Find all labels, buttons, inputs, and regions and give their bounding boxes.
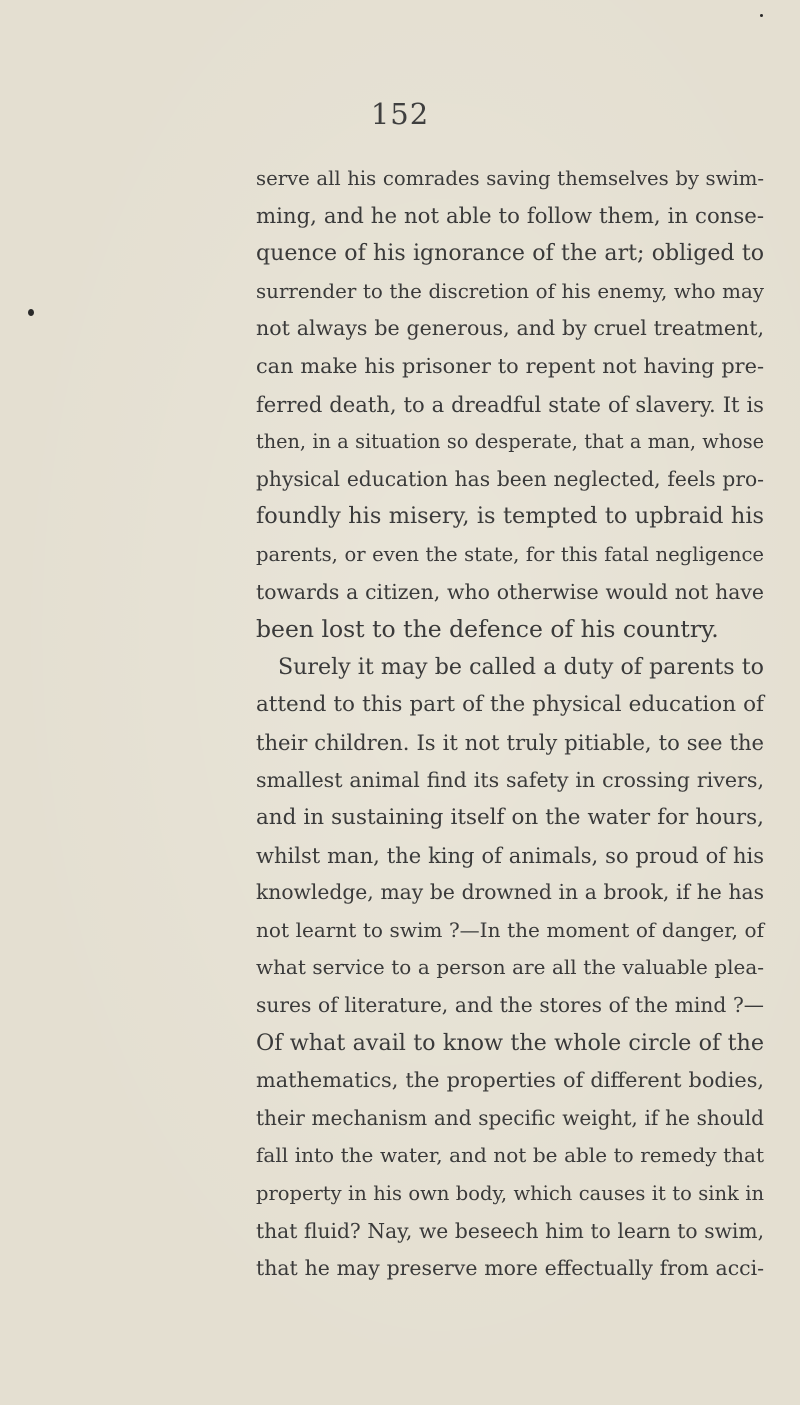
text-line: property in his own body, which causes it to sink in	[256, 1182, 764, 1206]
text-line: surrender to the discretion of his enemy, who may	[256, 279, 764, 303]
text-line: serve all his comrades saving themselves by swim-	[256, 167, 764, 190]
text-line: foundly his misery, is tempted to upbraid his	[256, 503, 764, 530]
text-line: whilst man, the king of animals, so proud of his	[256, 842, 764, 868]
text-line: parents, or even the state, for this fatal negligence	[256, 542, 764, 566]
text-line: ferred death, to a dreadful state of slavery. It is	[256, 391, 764, 417]
text-line: fall into the water, and not be able to remedy that	[256, 1143, 764, 1168]
text-line: not always be generous, and by cruel treatment,	[256, 316, 764, 341]
text-line: not learnt to swim ?—In the moment of danger, of	[256, 917, 764, 942]
text-line: that fluid? Nay, we beseech him to learn to swim,	[256, 1218, 764, 1243]
text-line: attend to this part of the physical education of	[256, 692, 764, 718]
text-line: quence of his ignorance of the art; obliged to	[256, 241, 764, 267]
text-line: sures of literature, and the stores of the mind ?—	[256, 993, 764, 1018]
text-line: been lost to the defence of his country.	[256, 615, 719, 644]
text-line: knowledge, may be drowned in a brook, if he has	[256, 880, 764, 905]
text-line: and in sustaining itself on the water for hours,	[256, 805, 764, 831]
body-text	[256, 160, 764, 1288]
text-line: that he may preserve more effectually from acci-	[256, 1256, 764, 1281]
text-line: towards a citizen, who otherwise would not have	[256, 579, 764, 604]
page-number: 152	[370, 97, 430, 131]
text-line: physical education has been neglected, feels pro-	[256, 466, 764, 491]
text-line: their mechanism and specific weight, if he should	[256, 1105, 764, 1130]
text-line: then, in a situation so desperate, that a man, whose	[256, 430, 764, 454]
text-line: can make his prisoner to repent not having pre-	[256, 353, 764, 378]
paragraph-first-line: Surely it may be called a duty of parents to	[278, 653, 764, 680]
text-line: what service to a person are all the valuable plea-	[256, 955, 764, 980]
text-line: their children. Is it not truly pitiable, to see the	[256, 729, 764, 755]
text-line: smallest animal find its safety in crossing rivers,	[256, 767, 764, 792]
text-line: Of what avail to know the whole circle of the	[256, 1029, 764, 1056]
paper-speck	[760, 14, 763, 17]
paper-speck	[28, 309, 34, 316]
text-line: ming, and he not able to follow them, in conse-	[256, 203, 764, 229]
text-line: mathematics, the properties of different bodies,	[256, 1068, 764, 1093]
